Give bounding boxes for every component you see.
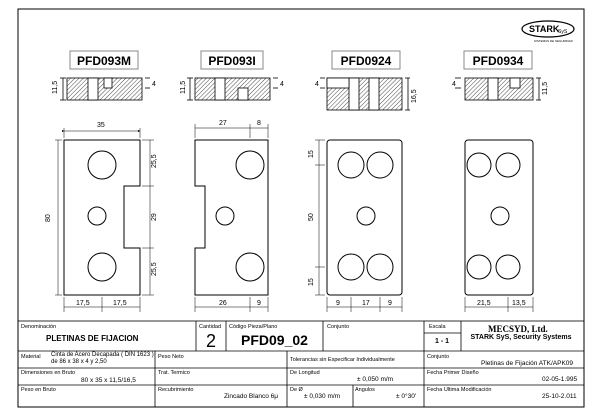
svg-text:PFD0924: PFD0924 (340, 54, 392, 68)
logo-text: STARK (529, 24, 560, 34)
peso-bruto-label: Peso en Bruto (21, 387, 56, 393)
dim-bruto-label: Dimensiones en Bruto (21, 370, 76, 376)
codigo-value: PFD09_02 (241, 332, 308, 348)
escala-value: 1 - 1 (435, 338, 450, 345)
svg-text:35: 35 (97, 122, 105, 129)
front-view-4 (465, 140, 533, 312)
svg-text:4: 4 (152, 81, 156, 88)
piece-label-2 (201, 51, 263, 69)
de-diam-value: ± 0,030 m/m (304, 393, 341, 400)
svg-text:PFD0934: PFD0934 (472, 54, 524, 68)
trat-termico-label: Trat. Termico (158, 370, 190, 376)
svg-text:15: 15 (308, 150, 315, 158)
logo-sub: SyS (558, 29, 568, 35)
dim-bruto-value: 80 x 35 x 11,5/16,5 (81, 377, 136, 384)
svg-text:11,5: 11,5 (542, 81, 549, 95)
svg-text:9: 9 (336, 300, 340, 307)
cantidad-value: 2 (206, 331, 217, 351)
svg-text:80: 80 (45, 214, 52, 222)
company-name: MECSYD, Ltd. (488, 324, 548, 334)
svg-text:4: 4 (280, 81, 284, 88)
de-diam-label: De Ø (290, 387, 303, 393)
recubrimiento-value: Zincado Blanco 6μ (224, 393, 278, 400)
svg-text:50: 50 (308, 213, 315, 221)
company-sub: STARK SyS, Security Systems (470, 334, 572, 341)
svg-text:16,5: 16,5 (411, 89, 418, 103)
angulos-label: Angulos (355, 387, 375, 393)
svg-text:25,5: 25,5 (151, 154, 158, 168)
fecha-ultima-label: Fecha Ultima Modificación (427, 387, 492, 393)
peso-neto-label: Peso Neto (158, 354, 184, 360)
svg-text:PFD093M: PFD093M (76, 54, 132, 68)
angulos-value: ± 0°30' (396, 393, 417, 400)
denominacion-label: Denominación (21, 324, 57, 330)
codigo-label: Código Pieza/Plano (229, 324, 278, 330)
fecha-primer-label: Fecha Primer Diseño (427, 370, 479, 376)
svg-text:17,5: 17,5 (113, 300, 127, 307)
de-longitud-label: De Longitud (290, 370, 320, 376)
svg-text:29: 29 (151, 213, 158, 221)
material-label: Material (21, 354, 41, 360)
side-section-4 (452, 78, 549, 100)
svg-text:9: 9 (257, 300, 261, 307)
front-view-2 (195, 120, 268, 312)
piece-label-4 (464, 51, 532, 69)
conjunto2-label: Conjunto (427, 354, 450, 360)
svg-text:17,5: 17,5 (76, 300, 90, 307)
front-view-3 (308, 140, 402, 312)
svg-text:17: 17 (362, 300, 370, 307)
tolerancias-label: Tolerancias sin Especificar Individualmente (290, 357, 395, 363)
piece-label-3 (332, 51, 400, 69)
svg-text:11,5: 11,5 (52, 80, 59, 94)
title-block (18, 321, 584, 407)
fecha-primer-value: 02-05-1.995 (542, 376, 578, 383)
escala-label: Escala (429, 324, 446, 330)
svg-text:25,5: 25,5 (151, 262, 158, 276)
logo-tagline: SISTEMAS DE SEGURIDAD (534, 39, 573, 43)
side-section-2 (180, 78, 284, 100)
front-view-1 (45, 122, 158, 312)
svg-text:4: 4 (315, 81, 319, 88)
side-section-3 (315, 78, 418, 110)
svg-text:21,5: 21,5 (477, 300, 491, 307)
svg-text:9: 9 (388, 300, 392, 307)
svg-text:15: 15 (308, 278, 315, 286)
svg-text:13,5: 13,5 (512, 300, 526, 307)
fecha-ultima-value: 25-10-2.011 (542, 393, 577, 400)
svg-text:4: 4 (452, 81, 456, 88)
conjunto2-value: Pletinas de Fijación ATK/APK09 (481, 360, 574, 367)
piece-label-1 (70, 51, 138, 69)
conjunto-label: Conjunto (327, 324, 350, 330)
svg-text:PFD093I: PFD093I (208, 54, 256, 68)
svg-text:11,5: 11,5 (180, 80, 187, 94)
de-longitud-value: ± 0,050 m/m (357, 376, 394, 383)
svg-text:26: 26 (219, 300, 227, 307)
svg-text:8: 8 (257, 120, 261, 127)
stark-logo (522, 21, 574, 43)
denominacion-value: PLETINAS DE FIJACION (46, 334, 139, 343)
cantidad-label: Cantidad (199, 324, 222, 330)
svg-text:27: 27 (219, 120, 227, 127)
material-value: Cinta de Acero Decapada ( DIN 1623 ) de 86 x 38 x 4 y 2,50 (51, 352, 154, 365)
recubrimiento-label: Recubrimiento (158, 387, 194, 393)
side-section-1 (52, 78, 156, 100)
